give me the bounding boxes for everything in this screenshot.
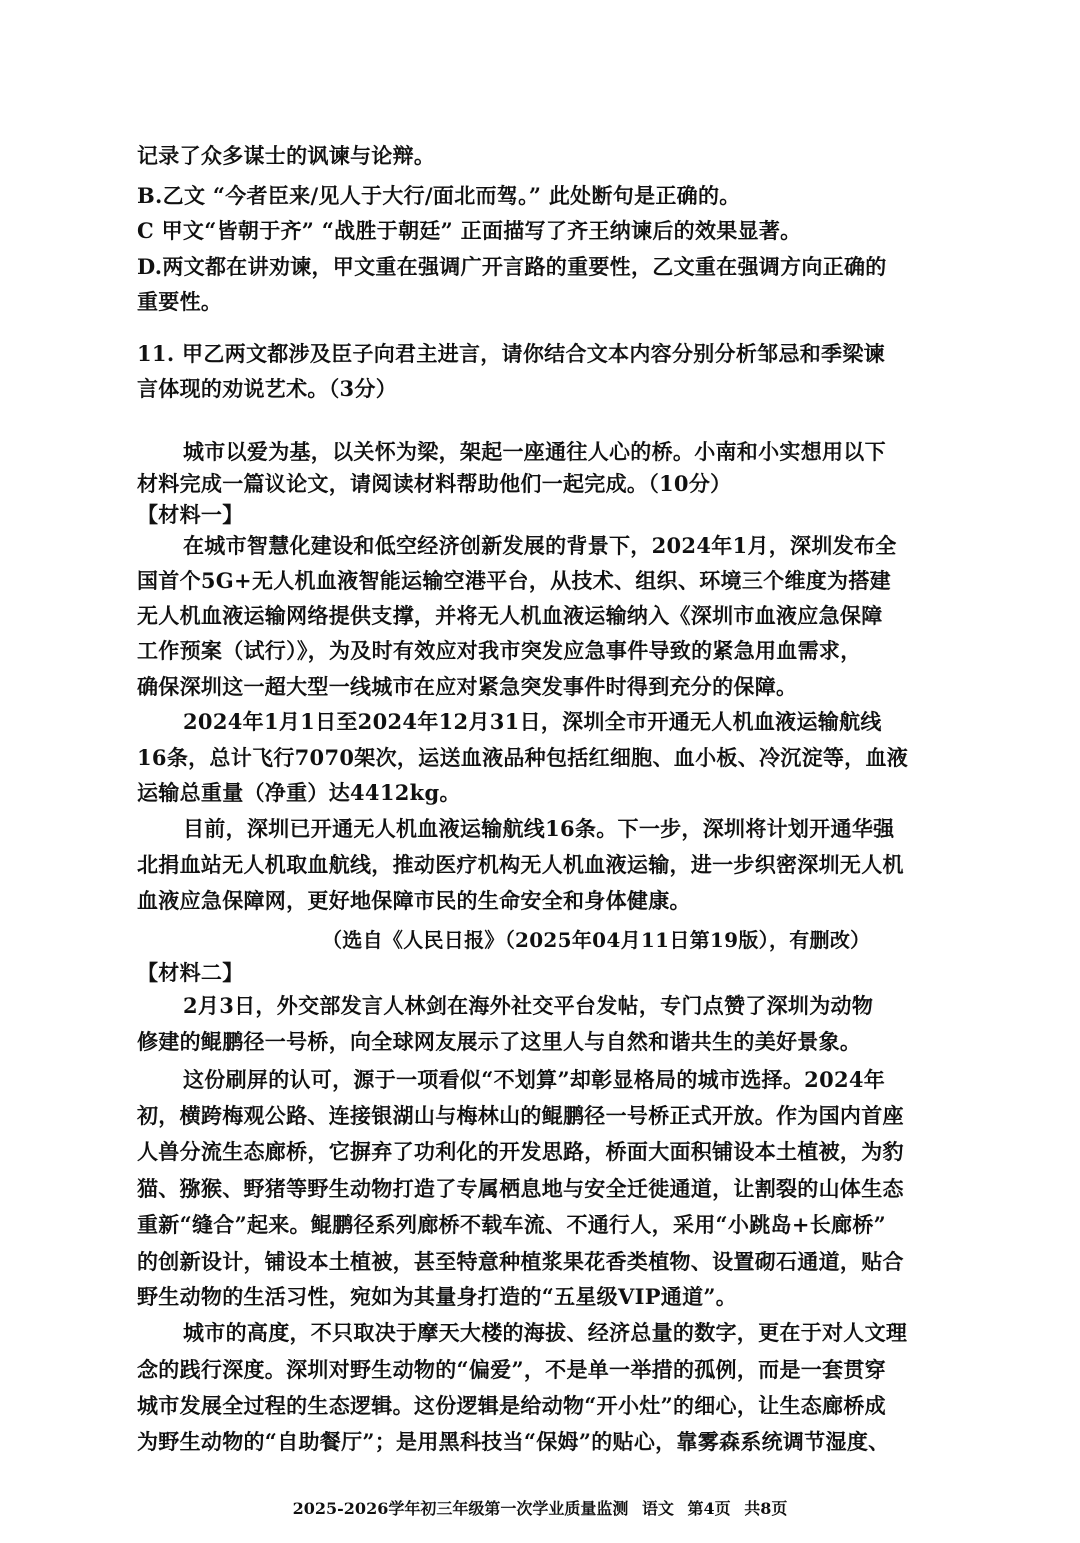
material-2-p1-line: 2月3日，外交部发言人林剑在海外社交平台发帖，专门点赞了深圳为动物 (183, 993, 874, 1018)
footer-subject: 语文 (641, 1499, 674, 1518)
footer-exam-title: 2025-2026学年初三年级第一次学业质量监测 (292, 1499, 629, 1518)
material-2-p3-line: 城市发展全过程的生态逻辑。这份逻辑是给动物“开小灶”的细心，让生态廊桥成 (137, 1393, 886, 1418)
material-2-p2-line: 的创新设计，铺设本土植被，甚至特意种植浆果花香类植物、设置砌石通道，贴合 (137, 1249, 904, 1274)
footer-page-number: 第4页 (687, 1499, 731, 1518)
material-1-p1-line: 无人机血液运输网络提供支撑，并将无人机血液运输纳入《深圳市血液应急保障 (137, 603, 883, 628)
option-c: C 甲文“皆朝于齐” “战胜于朝廷” 正面描写了齐王纳谏后的效果显著。 (137, 218, 802, 243)
material-1-heading: 【材料一】 (137, 502, 244, 527)
material-1-p3-line: 目前，深圳已开通无人机血液运输航线16条。下一步，深圳将计划开通华强 (183, 816, 895, 841)
material-1-p1-line: 确保深圳这一超大型一线城市在应对紧急突发事件时得到充分的保障。 (137, 674, 798, 699)
option-b: B.乙文 “今者臣来/见人于大行/面北而驾。” 此处断句是正确的。 (137, 183, 741, 208)
material-1-p3-line: 北捐血站无人机取血航线，推动医疗机构无人机血液运输，进一步织密深圳无人机 (137, 852, 904, 877)
intro-line: 城市以爱为基，以关怀为梁，架起一座通往人心的桥。小南和小实想用以下 (183, 439, 886, 464)
material-1-p2-line: 2024年1月1日至2024年12月31日，深圳全市开通无人机血液运输航线 (183, 709, 882, 734)
material-2-p1-line: 修建的鲲鹏径一号桥，向全球网友展示了这里人与自然和谐共生的美好景象。 (137, 1029, 862, 1054)
material-2-p3-line: 念的践行深度。深圳对野生动物的“偏爱”，不是单一举措的孤例，而是一套贯穿 (137, 1357, 886, 1382)
page-footer (0, 1497, 1080, 1521)
intro-line: 材料完成一篇议论文，请阅读材料帮助他们一起完成。（10分） (137, 471, 732, 496)
material-1-p2-line: 16条，总计飞行7070架次，运送血液品种包括红细胞、血小板、冷沉淀等，血液 (137, 745, 909, 770)
material-1-p1-line: 在城市智慧化建设和低空经济创新发展的背景下，2024年1月，深圳发布全 (183, 533, 897, 558)
material-2-p2-line: 猫、猕猴、野猪等野生动物打造了专属栖息地与安全迁徙通道，让割裂的山体生态 (137, 1176, 904, 1201)
material-2-p2-line: 人兽分流生态廊桥，它摒弃了功利化的开发思路，桥面大面积铺设本土植被，为豹 (137, 1139, 904, 1164)
option-d-line: D.两文都在讲劝谏，甲文重在强调广开言路的重要性，乙文重在强调方向正确的 (137, 254, 887, 279)
material-1-p1-line: 工作预案（试行）》，为及时有效应对我市突发应急事件导致的紧急用血需求， (137, 638, 862, 663)
question-11-line: 11. 甲乙两文都涉及臣子向君主进言，请你结合文本内容分别分析邹忌和季梁谏 (137, 341, 885, 366)
material-1-p3-line: 血液应急保障网，更好地保障市民的生命安全和身体健康。 (137, 888, 691, 913)
material-1-source: （选自《人民日报》（2025年04月11日第19版），有删改） (322, 928, 871, 952)
question-11-line: 言体现的劝说艺术。（3分） (137, 376, 398, 401)
footer-total-pages: 共8页 (744, 1499, 788, 1518)
material-2-p3-line: 为野生动物的“自助餐厅”；是用黑科技当“保姆”的贴心，靠雾森系统调节湿度、 (137, 1429, 890, 1454)
option-d-line: 重要性。 (137, 289, 223, 314)
material-2-heading: 【材料二】 (137, 960, 244, 985)
material-2-p2-line: 这份刷屏的认可，源于一项看似“不划算”却彰显格局的城市选择。2024年 (183, 1067, 886, 1092)
material-1-p1-line: 国首个5G+无人机血液智能运输空港平台，从技术、组织、环境三个维度为搭建 (137, 568, 891, 593)
material-1-p2-line: 运输总重量（净重）达4412kg。 (137, 780, 461, 805)
material-2-p3-line: 城市的高度，不只取决于摩天大楼的海拔、经济总量的数字，更在于对人文理 (183, 1320, 908, 1345)
material-2-p2-line: 初，横跨梅观公路、连接银湖山与梅林山的鲲鹏径一号桥正式开放。作为国内首座 (137, 1103, 904, 1128)
option-a-tail: 记录了众多谋士的讽谏与论辩。 (137, 143, 436, 168)
material-2-p2-line: 重新“缝合”起来。鲲鹏径系列廊桥不载车流、不通行人，采用“小跳岛+长廊桥” (137, 1212, 887, 1237)
material-2-p2-line: 野生动物的生活习性，宛如为其量身打造的“五星级VIP通道”。 (137, 1284, 738, 1309)
